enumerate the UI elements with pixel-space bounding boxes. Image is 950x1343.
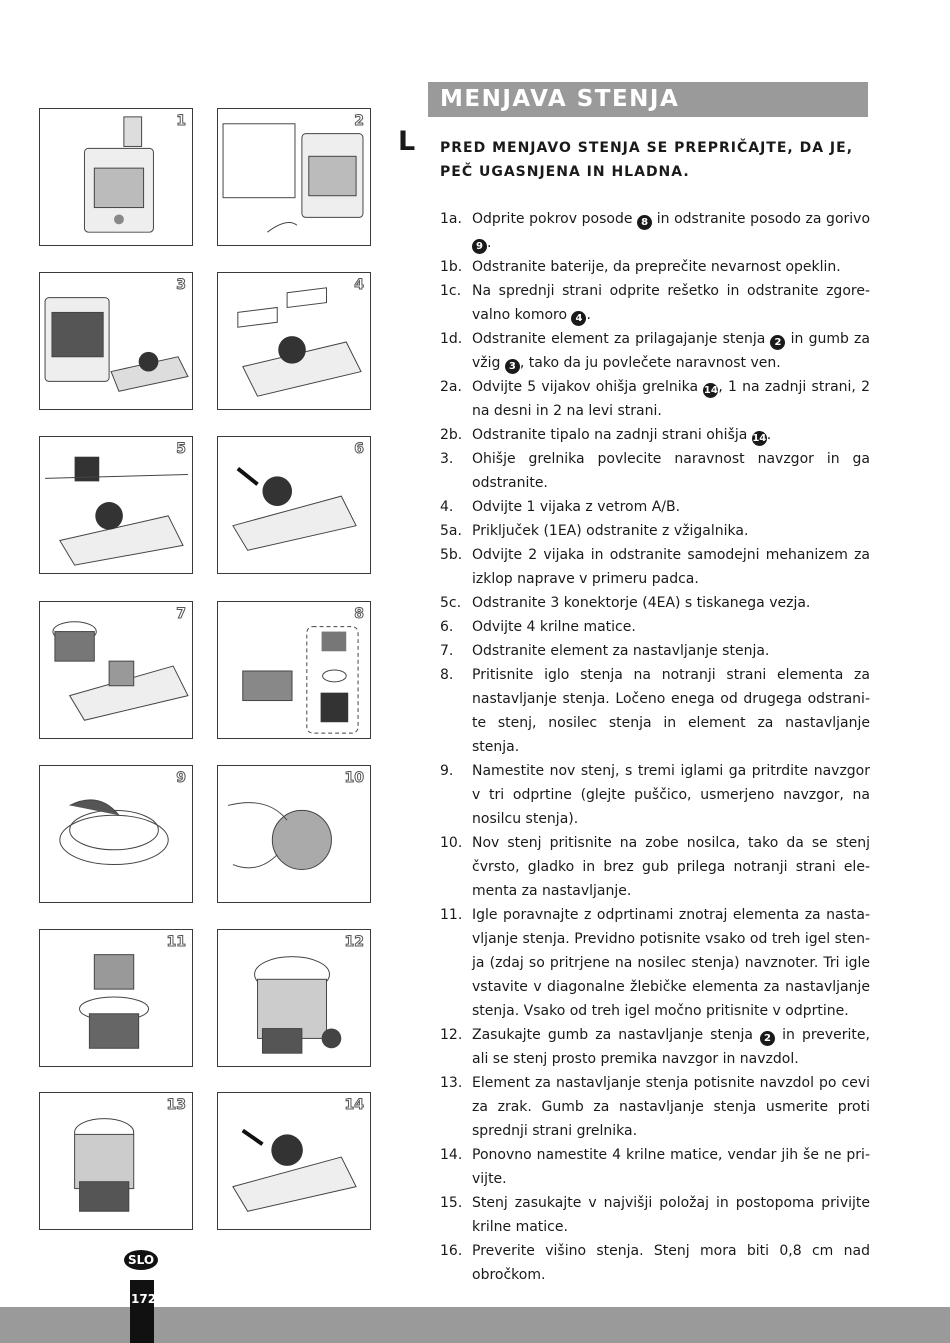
step-item [440,519,870,543]
part-number-badge: 8 [637,215,652,230]
heater-open-illustration [40,273,192,409]
wick-separation-illustration [218,602,370,738]
air-tube-illustration [40,1093,192,1229]
part-number-badge: 9 [472,239,487,254]
step-number: 12. [440,1027,463,1043]
step-item [440,375,870,423]
step-number: 3. [440,451,454,467]
step-number: 2b. [440,427,463,443]
step-number: 15. [440,1195,463,1211]
step-number: 13. [440,1075,463,1091]
adjuster-knob-illustration [218,930,370,1066]
step-text: Ohišje grelnika povlecite naravnost navzgor in ga odstranite. [472,451,870,491]
step-text: Odvijte 1 vijaka z vetrom A/B. [472,499,681,515]
figure-number: 5 [176,441,186,457]
figure-panel [0,0,400,1300]
step-text: Odstranite 3 konektorje (4EA) s tiskanega vezja. [472,595,811,611]
step-item [440,255,870,279]
wick-adjuster-illustration [40,602,192,738]
step-text: Odstranite baterije, da preprečite nevarnost opeklin. [472,259,841,275]
page-number-box [130,1280,157,1343]
part-number-badge: 14 [752,433,767,444]
figure-number: 1 [176,113,186,129]
step-text: Preverite višino stenja. Stenj mora biti 0,8 cm nad obročkom. [472,1243,870,1283]
step-text: Odstranite element za prilagajanje stenja [472,331,771,347]
figure-13 [39,1092,193,1230]
step-number: 9. [440,763,454,779]
figure-4 [217,272,371,410]
figure-number: 8 [354,606,364,622]
step-text: Zasukajte gumb za nastavljanje stenja [472,1027,760,1043]
section-title-bar [428,82,868,117]
step-item [440,615,870,639]
figure-number: 3 [176,277,186,293]
figure-number: 12 [344,934,364,950]
step-item [440,495,870,519]
safety-warning [440,136,860,184]
step-text: . [586,307,591,323]
step-item [440,1071,870,1143]
step-item [440,543,870,591]
step-text: , tako da ju povlečete naravnost ven. [519,355,781,371]
warning-line-2: PEČ UGASNJENA IN HLADNA. [440,164,690,180]
step-number: 7. [440,643,454,659]
step-text: in preverite, ali se stenj prosto premika navzgor in navzdol. [472,1027,870,1067]
step-text: Na sprednji strani odprite rešetko in odstranite zgore-valno komoro [472,283,870,323]
new-wick-illustration [40,766,192,902]
step-text: Odstranite element za nastavljanje stenja. [472,643,770,659]
figure-number: 6 [354,441,364,457]
wick-press-illustration [218,766,370,902]
burner-base-illustration [218,273,370,409]
step-item [440,207,870,255]
step-item [440,1191,870,1239]
step-text: Odstranite tipalo na zadnji strani ohišja [472,427,752,443]
step-number: 1c. [440,283,462,299]
step-item [440,903,870,1023]
step-text: Igle poravnajte z odprtinami znotraj elementa za nasta-vljanje stenja. Previdno potisnite vsako od treh igel sten-ja (zdaj so pritrjene na nosilec stenja) navznoter. Tri igle vstavite v diagonalne žlebičke elementa za nastavljanje stenja. Vsako od treh igel močno pritisnite v odprtine. [472,907,870,1019]
wing-nuts-illustration [218,1093,370,1229]
step-item [440,591,870,615]
figure-11 [39,929,193,1067]
step-text: Pritisnite iglo stenja na notranji strani elementa za nastavljanje stenja. Ločeno enega od drugega odstrani-te stenj, nosilec stenja in element za nastavljanje stenja. [472,667,870,755]
step-number: 10. [440,835,463,851]
step-number: 1b. [440,259,463,275]
burner-arrow-illustration [218,437,370,573]
step-text: Namestite nov stenj, s tremi iglami ga pritrdite navzgor v tri odprtine (glejte puščico, usmerjeno navzgor, na nosilcu stenja). [472,763,870,827]
step-number: 5b. [440,547,463,563]
step-number: 5a. [440,523,462,539]
figure-number: 4 [354,277,364,293]
step-item [440,279,870,327]
figure-14 [217,1092,371,1230]
figure-number: 11 [166,934,186,950]
part-number-badge: 2 [770,335,785,350]
figure-number: 9 [176,770,186,786]
step-item [440,1023,870,1071]
step-number: 5c. [440,595,462,611]
step-text: in gumb za vžig [472,331,870,371]
step-number: 1a. [440,211,462,227]
step-item [440,1239,870,1287]
figure-number: 13 [166,1097,186,1113]
step-item [440,759,870,831]
step-item [440,663,870,759]
step-text: Odprite pokrov posode [472,211,638,227]
step-number: 16. [440,1243,463,1259]
step-item [440,639,870,663]
figure-7 [39,601,193,739]
step-text: Odvijte 5 vijakov ohišja grelnika [472,379,704,395]
instruction-steps [440,207,870,1287]
section-title: MENJAVA STENJA [440,86,680,112]
figure-1 [39,108,193,246]
step-text: in odstranite posodo za gorivo [652,211,871,227]
step-number: 6. [440,619,454,635]
step-text: Priključek (1EA) odstranite z vžigalnika. [472,523,749,539]
figure-12 [217,929,371,1067]
part-number-badge: 4 [571,311,586,326]
step-item [440,423,870,447]
figure-8 [217,601,371,739]
step-number: 8. [440,667,454,683]
figure-number: 14 [344,1097,364,1113]
step-text: Odvijte 4 krilne matice. [472,619,636,635]
warning-line-1: PRED MENJAVO STENJA SE PREPRIČAJTE, DA JE, [440,140,854,156]
step-text: Odvijte 2 vijaka in odstranite samodejni mehanizem za izklop naprave v primeru padca. [472,547,870,587]
figure-number: 7 [176,606,186,622]
figure-number: 10 [344,770,364,786]
burner-parts-illustration [40,437,192,573]
figure-5 [39,436,193,574]
figure-9 [39,765,193,903]
language-badge: SLO [124,1250,158,1270]
figure-number: 2 [354,113,364,129]
heater-tank-illustration [40,109,192,245]
step-text: . [487,235,492,251]
step-number: 14. [440,1147,463,1163]
figure-6 [217,436,371,574]
step-number: 1d. [440,331,463,347]
page-number: 172 [131,1292,157,1306]
step-item [440,327,870,375]
figure-10 [217,765,371,903]
step-item [440,1143,870,1191]
step-number: 11. [440,907,463,923]
part-number-badge: 14 [703,385,718,396]
part-number-badge: 3 [505,359,520,374]
part-number-badge: 2 [760,1031,775,1046]
step-text: , 1 na zadnji strani, 2 na desni in 2 na levi strani. [472,379,871,419]
step-number: 4. [440,499,454,515]
figure-2 [217,108,371,246]
step-text: Stenj zasukajte v najvišji položaj in postopoma privijte krilne matice. [472,1195,870,1235]
step-number: 2a. [440,379,462,395]
step-text: Ponovno namestite 4 krilne matice, vendar jih še ne pri-vijte. [472,1147,870,1187]
heater-back-illustration [218,109,370,245]
section-letter: L [398,126,416,157]
step-item [440,447,870,495]
step-text: Nov stenj pritisnite na zobe nosilca, tako da se stenj čvrsto, gladko in brez gub prilega notranji strani ele-menta za nastavljanje. [472,835,870,899]
step-text: . [766,427,772,443]
step-text: Element za nastavljanje stenja potisnite navzdol po cevi za zrak. Gumb za nastavljanje stenja usmerite proti sprednji strani grelnika. [472,1075,870,1139]
step-item [440,831,870,903]
needles-insertion-illustration [40,930,192,1066]
figure-3 [39,272,193,410]
